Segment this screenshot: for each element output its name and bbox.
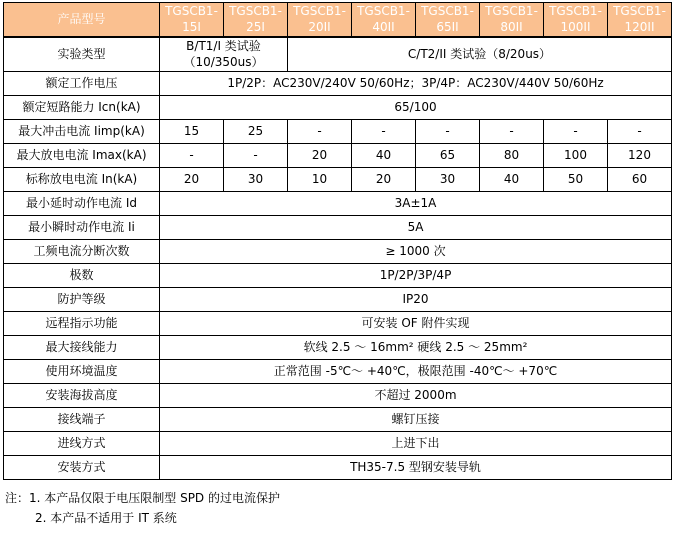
spec-value-cell: 10 [288, 168, 352, 192]
column-header-model: TGSCB1-25I [224, 3, 288, 38]
spec-value-cell: C/T2/II 类试验（8/20us） [288, 37, 672, 72]
spec-label-cell: 最大放电电流 Imax(kA) [4, 144, 160, 168]
table-row [4, 120, 672, 144]
spec-value-cell: - [288, 120, 352, 144]
table-row [4, 312, 672, 336]
spec-value-cell: 20 [288, 144, 352, 168]
spec-value-cell: 100 [544, 144, 608, 168]
table-row [4, 336, 672, 360]
column-header-model: TGSCB1-15I [160, 3, 224, 38]
spec-label-cell: 接线端子 [4, 408, 160, 432]
spec-label-cell: 远程指示功能 [4, 312, 160, 336]
spec-value-cell: 软线 2.5 ～ 16mm² 硬线 2.5 ～ 25mm² [160, 336, 672, 360]
table-row [4, 240, 672, 264]
spec-value-cell: 50 [544, 168, 608, 192]
footnotes [3, 489, 673, 529]
spec-value-cell: 30 [224, 168, 288, 192]
spec-value-cell: - [224, 144, 288, 168]
column-header-model: TGSCB1-80II [480, 3, 544, 38]
spec-label-cell: 使用环境温度 [4, 360, 160, 384]
spec-value-cell: 40 [352, 144, 416, 168]
table-row [4, 168, 672, 192]
spec-value-cell: 5A [160, 216, 672, 240]
table-row [4, 96, 672, 120]
spec-label-cell: 额定短路能力 Icn(kA) [4, 96, 160, 120]
spec-value-cell: 60 [608, 168, 672, 192]
spec-value-cell: 上进下出 [160, 432, 672, 456]
spec-value-cell: 1P/2P/3P/4P [160, 264, 672, 288]
column-header-model: TGSCB1-20II [288, 3, 352, 38]
column-header-model: TGSCB1-65II [416, 3, 480, 38]
spec-label-cell: 最大冲击电流 Iimp(kA) [4, 120, 160, 144]
table-row [4, 384, 672, 408]
table-row [4, 432, 672, 456]
spec-value-cell: ≥ 1000 次 [160, 240, 672, 264]
spec-value-cell: 正常范围 -5℃～ +40℃，极限范围 -40℃～ +70℃ [160, 360, 672, 384]
spec-value-cell: 65/100 [160, 96, 672, 120]
spec-value-cell: 30 [416, 168, 480, 192]
spec-value-cell: - [160, 144, 224, 168]
spec-label-cell: 工频电流分断次数 [4, 240, 160, 264]
footnote-line-2: 2. 本产品不适用于 IT 系统 [35, 511, 177, 526]
spec-label-cell: 最小延时动作电流 Id [4, 192, 160, 216]
table-row [4, 72, 672, 96]
spec-label-cell: 进线方式 [4, 432, 160, 456]
table-row [4, 192, 672, 216]
column-header-model: TGSCB1-100II [544, 3, 608, 38]
spec-label-cell: 极数 [4, 264, 160, 288]
spec-value-cell: 1P/2P：AC230V/240V 50/60Hz；3P/4P：AC230V/440V 50/60Hz [160, 72, 672, 96]
spec-value-cell: B/T1/I 类试验（10/350us） [160, 37, 288, 72]
spec-label-cell: 标称放电电流 In(kA) [4, 168, 160, 192]
spec-value-cell: 25 [224, 120, 288, 144]
table-row [4, 144, 672, 168]
header-row [4, 3, 672, 38]
column-header-product-model: 产品型号 [4, 3, 160, 38]
table-row [4, 264, 672, 288]
column-header-model: TGSCB1-120II [608, 3, 672, 38]
table-row [4, 216, 672, 240]
spec-label-cell: 最大接线能力 [4, 336, 160, 360]
spec-label-cell: 实验类型 [4, 37, 160, 72]
spec-value-cell: 20 [352, 168, 416, 192]
table-row [4, 456, 672, 480]
table-row [4, 288, 672, 312]
spec-value-cell: 20 [160, 168, 224, 192]
spec-value-cell: 40 [480, 168, 544, 192]
spec-value-cell: - [480, 120, 544, 144]
spec-label-cell: 最小瞬时动作电流 Ii [4, 216, 160, 240]
spec-value-cell: - [608, 120, 672, 144]
column-header-model: TGSCB1-40II [352, 3, 416, 38]
footnote-line-1: 注：1. 本产品仅限于电压限制型 SPD 的过电流保护 [5, 491, 280, 506]
spec-table [3, 2, 672, 480]
spec-value-cell: 螺钉压接 [160, 408, 672, 432]
spec-value-cell: 15 [160, 120, 224, 144]
spec-value-cell: - [544, 120, 608, 144]
spec-value-cell: 3A±1A [160, 192, 672, 216]
spec-label-cell: 安装海拔高度 [4, 384, 160, 408]
spec-label-cell: 防护等级 [4, 288, 160, 312]
spec-value-cell: IP20 [160, 288, 672, 312]
spec-value-cell: 80 [480, 144, 544, 168]
table-row [4, 408, 672, 432]
spec-value-cell: 120 [608, 144, 672, 168]
spec-label-cell: 额定工作电压 [4, 72, 160, 96]
spec-table-body [4, 37, 672, 480]
spec-value-cell: 65 [416, 144, 480, 168]
spec-value-cell: 可安装 OF 附件实现 [160, 312, 672, 336]
spec-value-cell: - [352, 120, 416, 144]
spec-label-cell: 安装方式 [4, 456, 160, 480]
table-row [4, 37, 672, 72]
spec-value-cell: TH35-7.5 型钢安装导轨 [160, 456, 672, 480]
spec-value-cell: 不超过 2000m [160, 384, 672, 408]
table-row [4, 360, 672, 384]
spec-value-cell: - [416, 120, 480, 144]
